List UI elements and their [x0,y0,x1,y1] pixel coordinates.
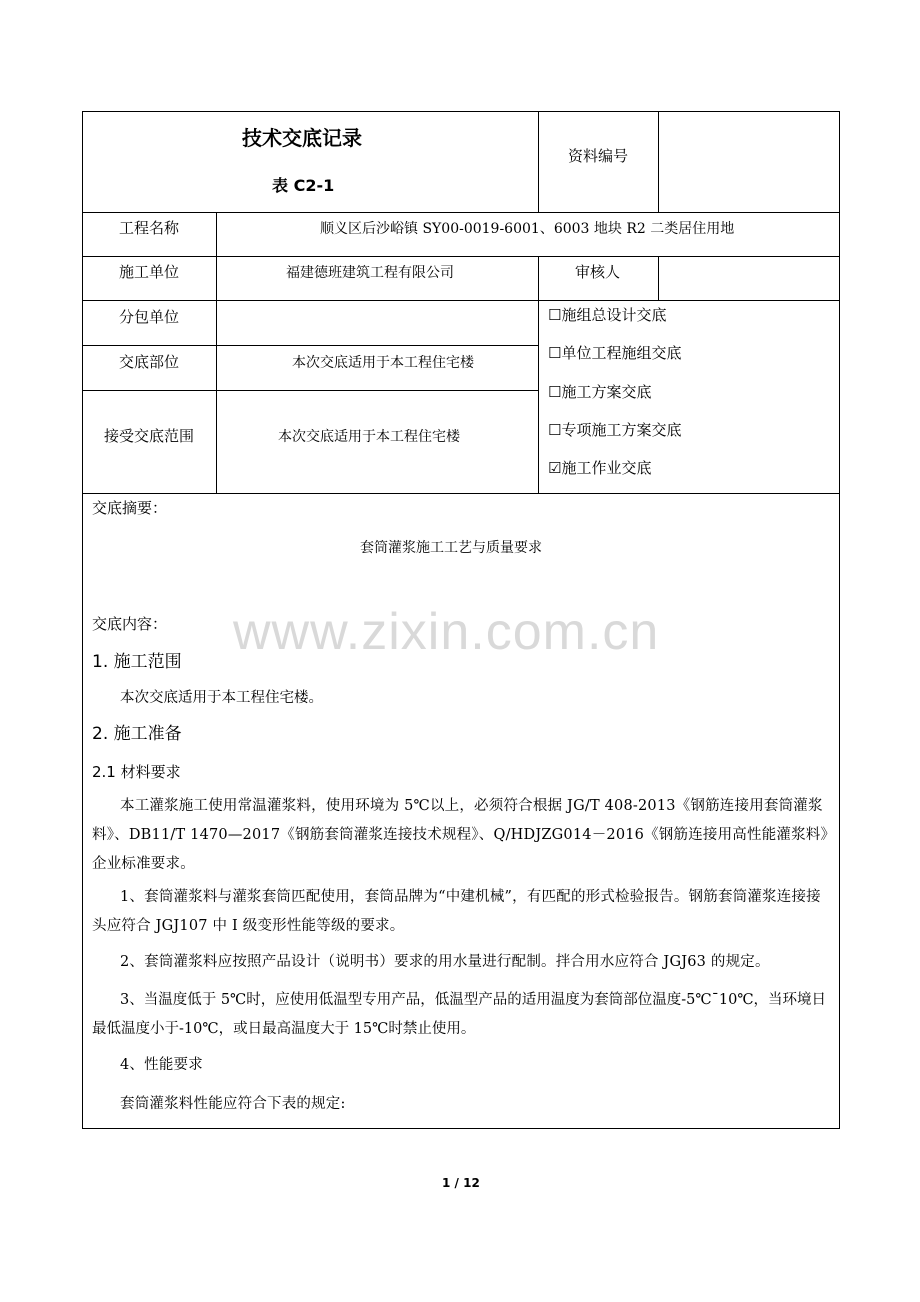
content-label: 交底内容： [92,615,168,633]
handover-part-value: 本次交底适用于本工程住宅楼 [292,355,474,371]
col-divider [216,212,217,494]
paragraph: 本工灌浆施工使用常温灌浆料，使用环境为 5℃以上，必须符合根据 JG/T 408-2013《钢筋连接用套筒灌浆料》、DB11/T 1470—2017《钢筋套筒灌浆连接技术规程》、Q/HDJZG014－2016《钢筋连接用高性能灌浆料》企业标准要求。 [92,798,828,872]
handover-scope-value: 本次交底适用于本工程住宅楼 [278,429,460,445]
checkbox-label: 施工作业交底 [561,459,652,477]
col-divider [658,256,659,301]
reviewer-label: 审核人 [575,263,621,281]
row-divider [82,256,840,257]
handover-part-label: 交底部位 [119,353,180,371]
project-name-label: 工程名称 [119,219,180,237]
checkbox-item[interactable] [548,420,681,440]
col-divider [538,111,539,213]
checkbox-icon[interactable]: ☐ [548,383,562,401]
project-name-value: 顺义区后沙峪镇 SY00-0019-6001、6003 地块 R2 二类居住用地 [320,221,735,237]
checkbox-label: 单位工程施组交底 [561,344,682,362]
page-number: 1 / 12 [442,1176,480,1190]
section-heading: 2. 施工准备 [92,724,182,744]
row-divider [82,300,840,301]
subsection-heading: 2.1 材料要求 [92,763,181,781]
row-divider [82,493,840,494]
paragraph: 本次交底适用于本工程住宅楼。 [120,690,323,706]
col-divider [538,256,539,494]
checkbox-icon[interactable]: ☑ [548,459,562,477]
paragraph: 1、套筒灌浆料与灌浆套筒匹配使用，套筒品牌为“中建机械”，有匹配的形式检验报告。钢筋套筒灌浆连接接头应符合 JGJ107 中 I 级变形性能等级的要求。 [92,889,821,934]
paragraph: 4、性能要求 [120,1057,203,1073]
paragraph: 套筒灌浆料性能应符合下表的规定: [120,1096,346,1112]
paragraph: 2、套筒灌浆料应按照产品设计（说明书）要求的用水量进行配制。拌合用水应符合 JGJ63 的规定。 [120,954,770,970]
checkbox-icon[interactable]: ☐ [548,306,562,324]
doc-number-label: 资料编号 [568,147,629,165]
checkbox-item[interactable] [548,305,666,325]
handover-scope-label: 接受交底范围 [104,427,195,445]
summary-label: 交底摘要： [92,499,168,517]
checkbox-label: 施工方案交底 [561,383,652,401]
section-heading: 1. 施工范围 [92,652,182,672]
checkbox-item[interactable] [548,458,651,478]
checkbox-icon[interactable]: ☐ [548,421,562,439]
checkbox-icon[interactable]: ☐ [548,344,562,362]
contractor-label: 施工单位 [119,263,180,281]
row-divider [82,345,539,346]
summary-value: 套筒灌浆施工工艺与质量要求 [360,540,542,556]
checkbox-label: 施组总设计交底 [561,306,667,324]
contractor-value: 福建德班建筑工程有限公司 [286,265,454,281]
row-divider [82,212,840,213]
form-title: 技术交底记录 [242,126,362,150]
checkbox-item[interactable] [548,382,651,402]
watermark: www.zixin.com.cn [233,603,660,661]
row-divider [82,390,539,391]
checkbox-label: 专项施工方案交底 [561,421,682,439]
form-number: 表 C2-1 [272,176,335,195]
col-divider [658,111,659,213]
paragraph: 3、当温度低于 5℃时，应使用低温型专用产品，低温型产品的适用温度为套筒部位温度-5℃¯10℃，当环境日最低温度小于-10℃，或日最高温度大于 15℃时禁止使用。 [92,992,827,1037]
subcontractor-label: 分包单位 [119,308,180,326]
checkbox-item[interactable] [548,343,681,363]
